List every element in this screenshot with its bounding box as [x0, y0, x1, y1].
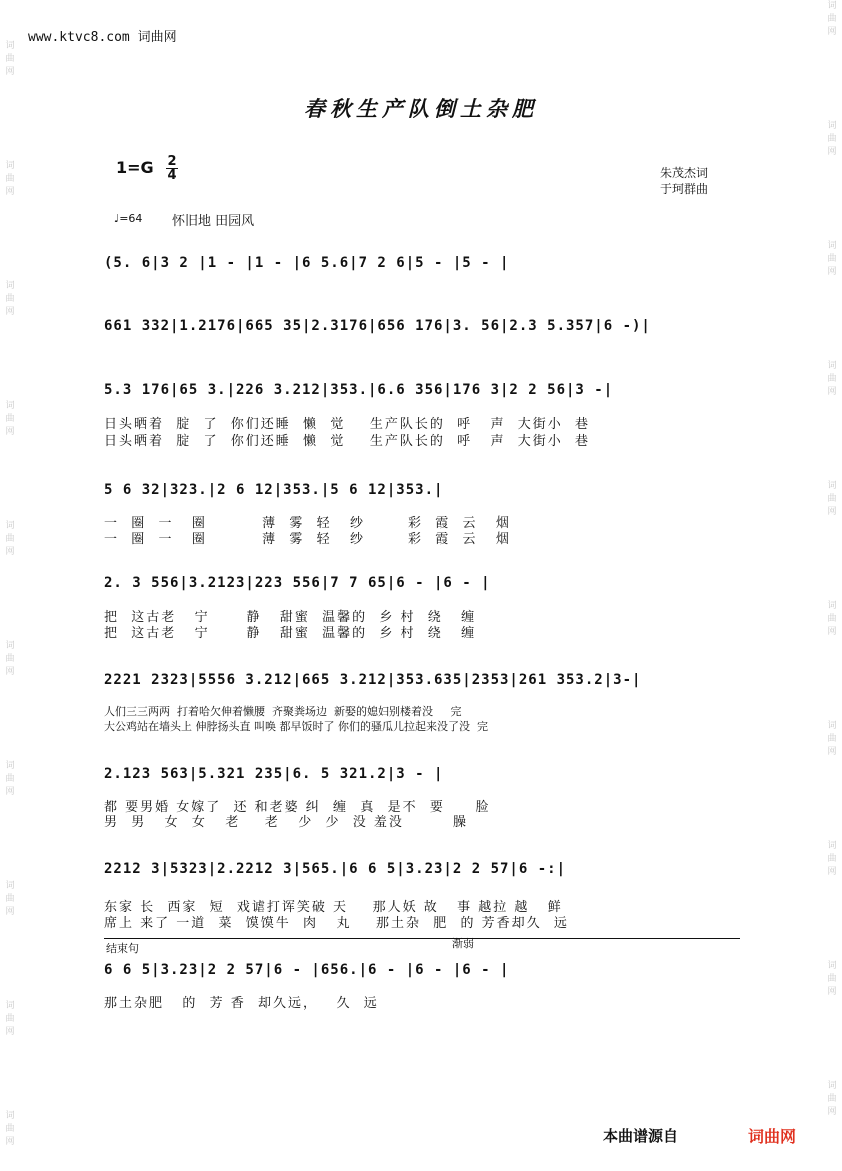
watermark: 词曲网	[5, 161, 15, 197]
lyricist-credit: 朱茂杰词	[660, 166, 709, 180]
watermark: 词曲网	[5, 281, 15, 317]
lyrics-line-4a: 一 圈 一 圈 薄 雾 轻 纱 彩 霞 云 烟	[104, 516, 511, 531]
time-signature	[166, 155, 178, 182]
notation-line-6: 2221 2323|5556 3.212|665 3.212|353.635|2353|261 353.2|3-|	[104, 672, 642, 688]
watermark: 词曲网	[5, 401, 15, 437]
lyrics-line-5a: 把 这古老 宁 静 甜蜜 温馨的 乡 村 绕 缠	[104, 610, 477, 625]
footer-source-label: 本曲谱源自	[603, 1127, 679, 1145]
watermark: 词曲网	[827, 361, 837, 397]
lyrics-line-4b: 一 圈 一 圈 薄 雾 轻 纱 彩 霞 云 烟	[104, 532, 511, 547]
watermark: 词曲网	[827, 241, 837, 277]
rit-label: 渐弱	[452, 937, 474, 950]
time-signature-bottom: 4	[167, 168, 177, 183]
composer-credit: 于珂群曲	[660, 182, 709, 196]
song-title: 春秋生产队倒土杂肥	[304, 96, 538, 121]
watermark: 词曲网	[5, 1001, 15, 1037]
notation-line-3: 5.3 176|65 3.|226 3.212|353.|6.6 356|176 3|2 2 56|3 -|	[104, 382, 614, 398]
watermark: 词曲网	[5, 881, 15, 917]
ending-bracket-line	[104, 938, 740, 939]
lyrics-line-9a: 那土杂肥 的 芳 香 却久远， 久 远	[104, 996, 379, 1011]
watermark: 词曲网	[827, 1, 837, 37]
watermark: 词曲网	[5, 761, 15, 797]
ending-label: 结束句	[106, 942, 139, 955]
lyrics-line-6b: 大公鸡站在墙头上 伸脖扬头直 叫唤 都早饭时了 你们的骚瓜儿拉起来没了没 完	[104, 720, 488, 733]
notation-line-4: 5 6 32|323.|2 6 12|353.|5 6 12|353.|	[104, 482, 444, 498]
notation-line-1: (5. 6|3 2 |1 - |1 - |6 5.6|7 2 6|5 - |5 - |	[104, 255, 510, 271]
watermark: 词曲网	[827, 961, 837, 997]
watermark: 词曲网	[5, 41, 15, 77]
notation-line-7: 2.123 563|5.321 235|6. 5 321.2|3 - |	[104, 766, 444, 782]
right-watermark-column	[824, 0, 840, 1171]
style-marking: 怀旧地 田园风	[172, 214, 255, 229]
site-url[interactable]: www.ktvc8.com 词曲网	[28, 30, 177, 45]
notation-line-9: 6 6 5|3.23|2 2 57|6 - |656.|6 - |6 - |6 - |	[104, 962, 510, 978]
tempo-marking: ♩=64	[114, 212, 143, 225]
footer-logo[interactable]: 词曲网	[748, 1127, 797, 1146]
watermark: 词曲网	[5, 641, 15, 677]
lyrics-line-8b: 席上 来了 一道 菜 馍馍牛 肉 丸 那土杂 肥 的 芳香却久 远	[104, 916, 569, 931]
lyrics-line-5b: 把 这古老 宁 静 甜蜜 温馨的 乡 村 绕 缠	[104, 626, 477, 641]
watermark: 词曲网	[827, 841, 837, 877]
notation-line-5: 2. 3 556|3.2123|223 556|7 7 65|6 - |6 - |	[104, 575, 491, 591]
lyrics-line-6a: 人们三三两两 打着哈欠伸着懒腰 齐聚粪场边 新娶的媳妇别楼着没 完	[104, 705, 462, 718]
watermark: 词曲网	[827, 1081, 837, 1117]
left-watermark-column	[2, 0, 18, 1171]
key-signature: 1=G	[116, 158, 154, 177]
lyrics-line-3a: 日头晒着 腚 了 你们还睡 懒 觉 生产队长的 呼 声 大街小 巷	[104, 417, 591, 432]
notation-line-2: 661 332|1.2176|665 35|2.3176|656 176|3. 56|2.3 5.357|6 -)|	[104, 318, 651, 334]
lyrics-line-7a: 都 要男婚 女嫁了 还 和老婆 纠 缠 真 是不 要 脸	[104, 800, 491, 815]
notation-line-8: 2212 3|5323|2.2212 3|565.|6 6 5|3.23|2 2 57|6 -:|	[104, 861, 567, 877]
time-signature-top: 2	[167, 154, 177, 169]
watermark: 词曲网	[827, 121, 837, 157]
watermark: 词曲网	[827, 721, 837, 757]
lyrics-line-3b: 日头晒着 腚 了 你们还睡 懒 觉 生产队长的 呼 声 大街小 巷	[104, 434, 591, 449]
watermark: 词曲网	[5, 521, 15, 557]
lyrics-line-7b: 男 男 女 女 老 老 少 少 没 羞没 臊	[104, 815, 468, 830]
lyrics-line-8a: 东家 长 西家 短 戏谑打诨笑破 天 那人妖 故 事 越拉 越 鲜	[104, 900, 563, 915]
watermark: 词曲网	[827, 481, 837, 517]
watermark: 词曲网	[5, 1111, 15, 1147]
watermark: 词曲网	[827, 601, 837, 637]
